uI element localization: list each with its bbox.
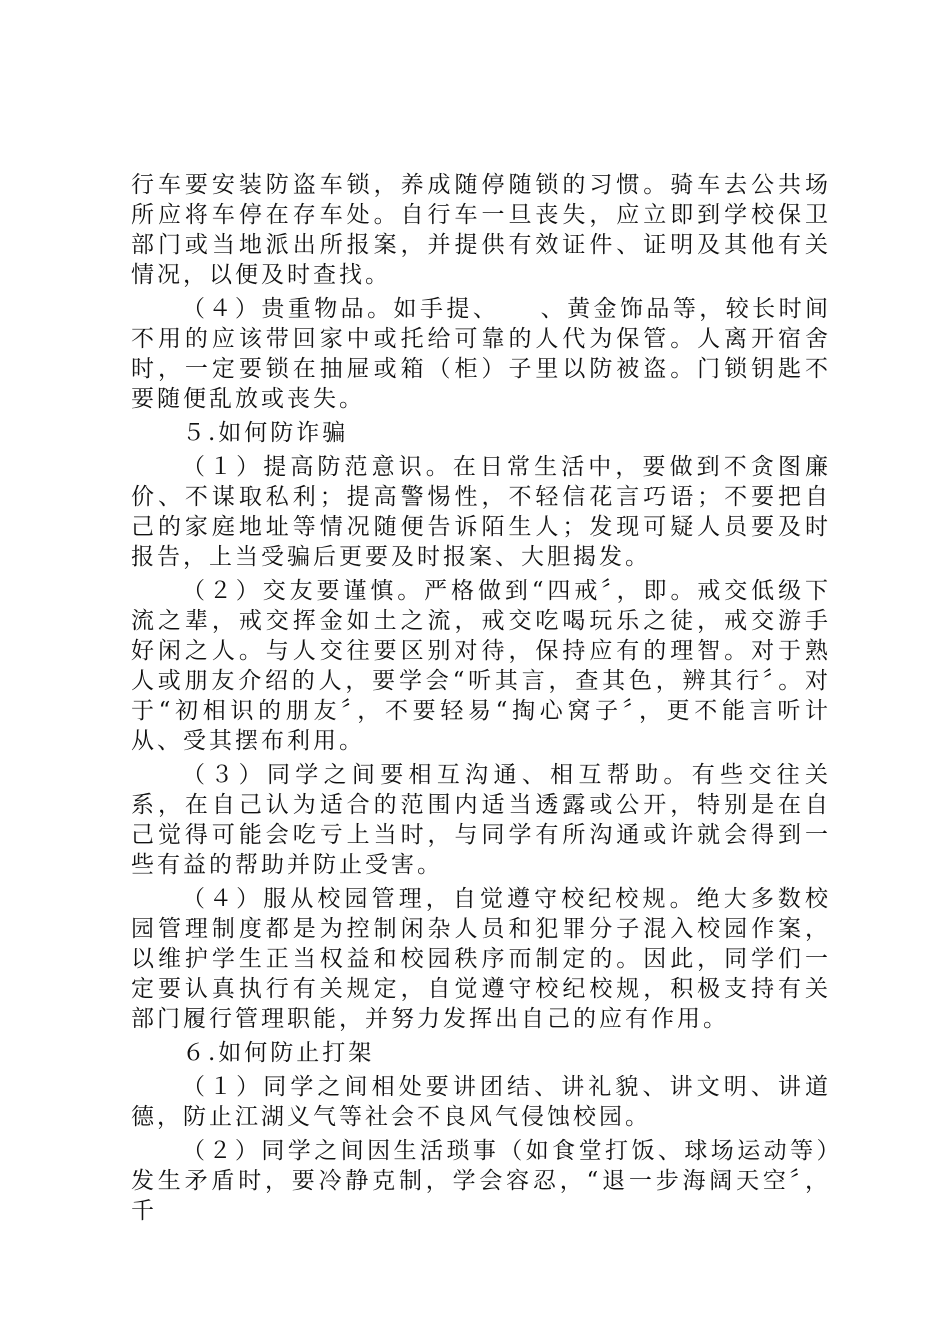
paragraph-bicycle-safety: 行车要安装防盗车锁，养成随停随锁的习惯。骑车去公共场所应将车停在存车处。自行车一旦丧失，应立即到学校保卫部门或当地派出所报案，并提供有效证件、证明及其他有关情况，以便及时查找。 — [131, 172, 831, 288]
paragraph-communication: （３）同学之间要相互沟通、相互帮助。有些交往关系，在自己认为适合的范围内适当透露或公开，特别是在自己觉得可能会吃亏上当时，与同学有所沟通或许就会得到一些有益的帮助并防止受害。 — [131, 762, 831, 878]
paragraph-unity: （１）同学之间相处要讲团结、讲礼貌、讲文明、讲道德，防止江湖义气等社会不良风气侵蚀校园。 — [131, 1074, 831, 1130]
section-heading-anti-fraud: ５.如何防诈骗 — [182, 420, 349, 446]
section-heading-anti-fighting: ６.如何防止打架 — [182, 1040, 375, 1066]
paragraph-valuables: （４）贵重物品。如手提、 、黄金饰品等，较长时间不用的应该带回家中或托给可靠的人代为保管。人离开宿舍时，一定要锁在抽屉或箱（柜）子里以防被盗。门锁钥匙不要随便乱放或丧失。 — [131, 296, 831, 412]
paragraph-conflict: （２）同学之间因生活琐事（如食堂打饭、球场运动等）发生矛盾时，要冷静克制，学会容忍，“退一步海阔天空〞，千 — [131, 1138, 831, 1224]
paragraph-friendship: （２）交友要谨慎。严格做到“四戒〞，即。戒交低级下流之辈，戒交挥金如土之流，戒交吃喝玩乐之徒，戒交游手好闲之人。与人交往要区别对待，保持应有的理智。对于熟人或朋友介绍的人，要学会“听其言，查其色，辨其行〞。对于“初相识的朋友〞，不要轻易“掏心窝子〞，更不能言听计从、受其摆布利用。 — [131, 578, 831, 754]
paragraph-campus-rules: （４）服从校园管理，自觉遵守校纪校规。绝大多数校园管理制度都是为控制闲杂人员和犯罪分子混入校园作案，以维护学生正当权益和校园秩序而制定的。因此，同学们一定要认真执行有关规定，自觉遵守校纪校规，积极支持有关部门履行管理职能，并努力发挥出自己的应有作用。 — [131, 886, 831, 1032]
paragraph-awareness: （１）提高防范意识。在日常生活中，要做到不贪图廉价、不谋取私利；提高警惕性，不轻信花言巧语；不要把自己的家庭地址等情况随便告诉陌生人；发现可疑人员要及时报告，上当受骗后更要及时报案、大胆揭发。 — [131, 454, 831, 570]
document-body — [131, 170, 831, 1230]
